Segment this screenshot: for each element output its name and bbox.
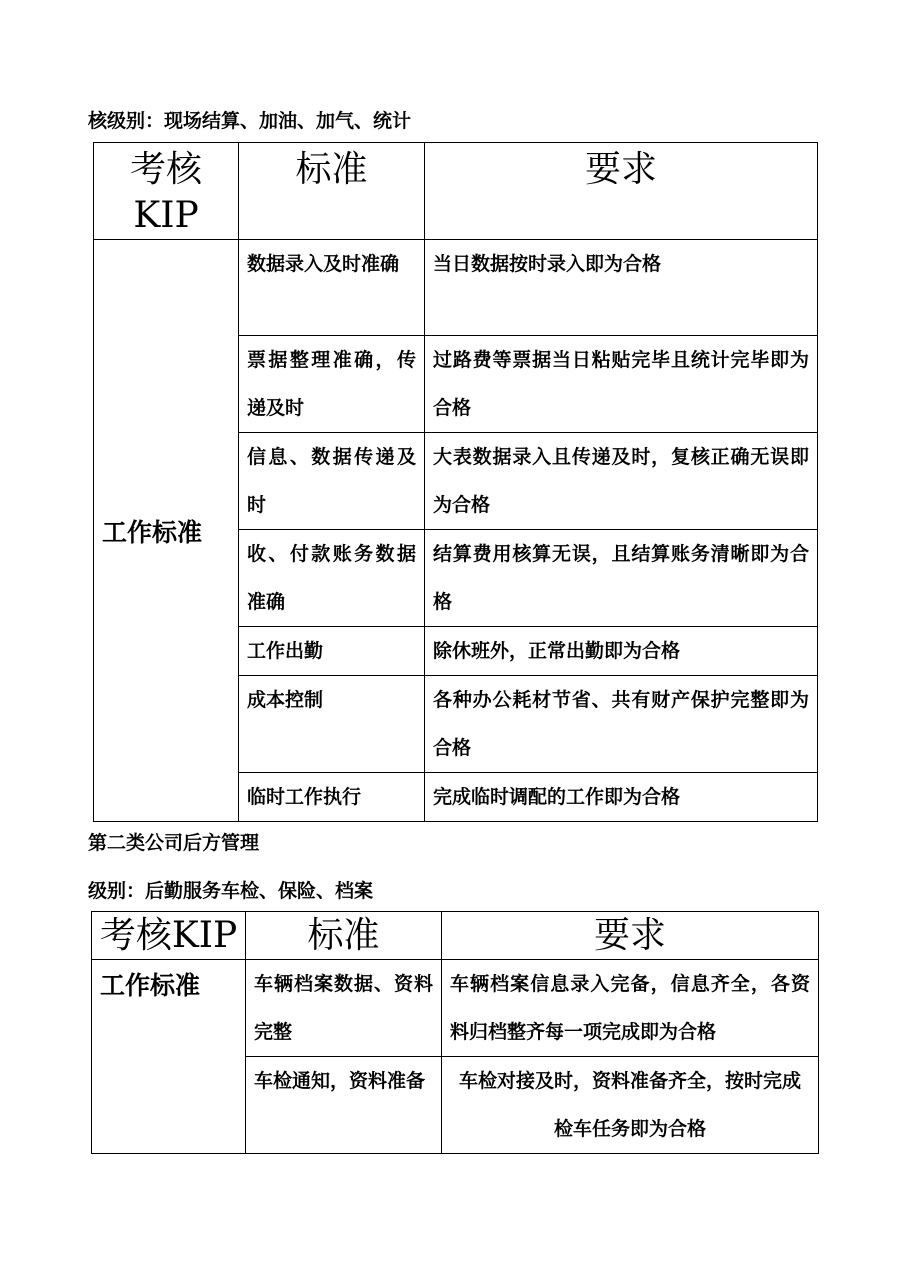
- header-requirement: 要求: [442, 912, 819, 960]
- header-kip-cell: [94, 143, 239, 240]
- requirement-cell: 车检对接及时，资料准备齐全，按时完成检车任务即为合格: [442, 1057, 819, 1154]
- standard-cell: 工作出勤: [239, 627, 425, 676]
- table-header-row: [94, 143, 818, 240]
- table-row: [94, 240, 818, 336]
- requirement-cell: 结算费用核算无误，且结算账务清晰即为合格: [425, 530, 818, 627]
- section-heading-2: 第二类公司后方管理: [88, 832, 260, 854]
- category-cell: 工作标准: [94, 240, 239, 822]
- header-standard: 标准: [246, 912, 442, 960]
- requirement-cell: 当日数据按时录入即为合格: [425, 240, 818, 336]
- table-header-row: [92, 912, 819, 960]
- standard-cell: 临时工作执行: [239, 773, 425, 822]
- section-heading-1: 核级别：现场结算、加油、加气、统计: [88, 110, 412, 132]
- requirement-cell: 各种办公耗材节省、共有财产保护完整即为合格: [425, 676, 818, 773]
- standard-cell: 数据录入及时准确: [239, 240, 425, 336]
- header-standard: 标准: [239, 143, 425, 240]
- table-row: [92, 960, 819, 1057]
- kpi-table-1: [93, 142, 818, 822]
- kpi-table-2: [91, 911, 819, 1154]
- header-kip-line1: 考核: [129, 149, 202, 190]
- header-kip-line2: KIP: [133, 195, 199, 236]
- header-kip: 考核KIP: [92, 912, 246, 960]
- standard-cell: 收、付款账务数据准确: [239, 530, 425, 627]
- standard-cell: 车辆档案数据、资料完整: [246, 960, 442, 1057]
- requirement-cell: 大表数据录入且传递及时，复核正确无误即为合格: [425, 433, 818, 530]
- standard-cell: 车检通知，资料准备: [246, 1057, 442, 1154]
- standard-cell: 票据整理准确，传递及时: [239, 336, 425, 433]
- requirement-cell: 除休班外，正常出勤即为合格: [425, 627, 818, 676]
- standard-cell: 信息、数据传递及时: [239, 433, 425, 530]
- section-heading-3: 级别：后勤服务车检、保险、档案: [88, 880, 374, 902]
- header-requirement: 要求: [425, 143, 818, 240]
- requirement-cell: 过路费等票据当日粘贴完毕且统计完毕即为合格: [425, 336, 818, 433]
- requirement-cell: 车辆档案信息录入完备，信息齐全，各资料归档整齐每一项完成即为合格: [442, 960, 819, 1057]
- standard-cell: 成本控制: [239, 676, 425, 773]
- requirement-cell: 完成临时调配的工作即为合格: [425, 773, 818, 822]
- category-cell: 工作标准: [92, 960, 246, 1154]
